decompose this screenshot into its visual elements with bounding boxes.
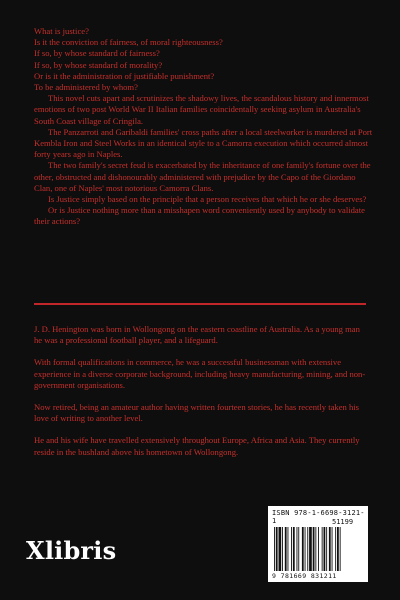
bio-paragraph: J. D. Henington was born in Wollongong on the eastern coastline of Australia. As a young man he was a professional football player, and a lifeguard. bbox=[34, 324, 360, 346]
blurb-paragraph: Or is Justice nothing more than a misshapen word conveniently used by anybody to validate their actions? bbox=[34, 205, 365, 227]
bio-paragraph: Now retired, being an amateur author having written fourteen stories, he has recently taken his love of writing to another level. bbox=[34, 402, 360, 424]
blurb-question: To be administered by whom? bbox=[34, 82, 138, 93]
divider-rule bbox=[34, 303, 366, 305]
blurb-question: What is justice? bbox=[34, 26, 89, 36]
blurb-question: If so, by whose standard of morality? bbox=[34, 59, 163, 70]
barcode-bars bbox=[272, 527, 364, 571]
blurb-paragraph: The two family's secret feud is exacerbated by the inheritance of one family's fortune over the other, obstructed and dishonourably administered with prejudice by the Capo of the Giordano Clan, one of Naples' most notorious Camorra Clans. bbox=[34, 160, 371, 193]
publisher-logo: Xlibris bbox=[26, 536, 117, 565]
bio-paragraph: He and his wife have travelled extensively throughout Europe, Africa and Asia. They currently reside in the bushland above his hometown of Wollongong. bbox=[34, 435, 360, 457]
barcode-number: 9 781669 831211 bbox=[272, 572, 337, 580]
blurb-text bbox=[34, 26, 374, 228]
blurb-question: If so, by whose standard of fairness? bbox=[34, 48, 160, 59]
blurb-paragraph: Is Justice simply based on the principle that a person receives that which he or she deserves? bbox=[48, 194, 367, 205]
author-bio bbox=[34, 324, 368, 469]
blurb-question: Is it the conviction of fairness, of moral righteousness? bbox=[34, 37, 223, 48]
blurb-paragraph: The Panzarroti and Garibaldi families' cross paths after a local steelworker is murdered at Port Kembla Iron and Steel Works in an identical style to a Camorra execution which occurred almost forty years ago in Naples. bbox=[34, 126, 373, 160]
price-code: 51199 bbox=[332, 518, 354, 526]
isbn-label: ISBN 978-1-6698-3121-1 bbox=[272, 509, 365, 525]
bio-paragraph: With formal qualifications in commerce, he was a successful businessman with extensive experience in a diverse corporate background, including heavy manufacturing, mining, and non-government organisations. bbox=[34, 357, 366, 390]
blurb-question: Or is it the administration of justifiable punishment? bbox=[34, 70, 215, 81]
blurb-paragraph: This novel cuts apart and scrutinizes the shadowy lives, the scandalous history and innermost emotions of two post World War II Italian families coincidentally seeking asylum in Australia's South Coast village of Cringila. bbox=[34, 93, 369, 126]
isbn-barcode bbox=[268, 506, 368, 582]
